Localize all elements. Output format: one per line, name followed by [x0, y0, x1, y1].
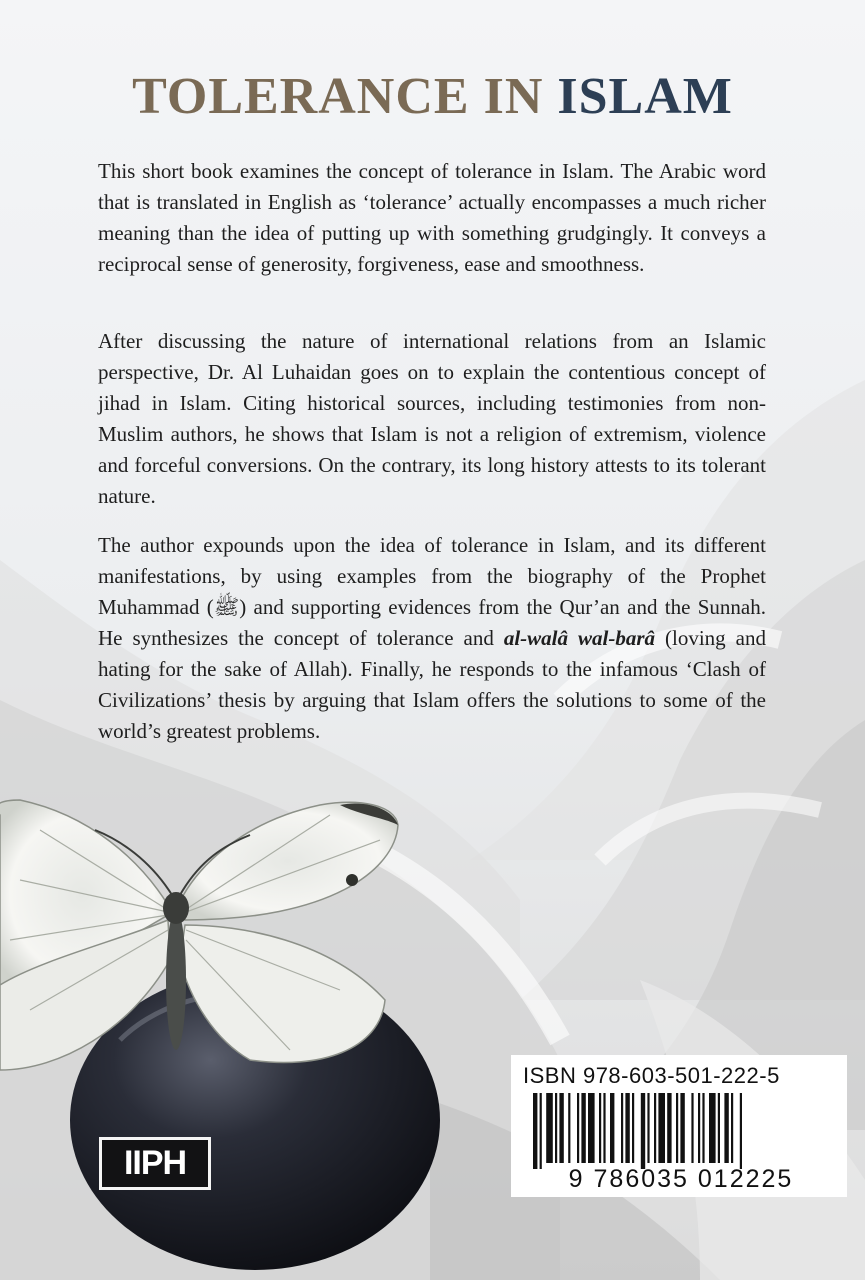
barcode-bar — [610, 1093, 614, 1163]
barcode-bar — [698, 1093, 700, 1163]
barcode-bar — [731, 1093, 733, 1163]
barcode-bar — [546, 1093, 553, 1163]
isbn-label: ISBN 978-603-501-222-5 — [523, 1063, 780, 1088]
blurb-paragraph-3 — [98, 530, 766, 747]
barcode-bar — [667, 1093, 671, 1163]
blurb-paragraph-2: After discussing the nature of international relations from an Islamic perspective, Dr. Al Luhaidan goes on to explain the contentious concept of jihad in Islam. Citing historical sources, including testimonies from non-Muslim authors, he shows that Islam is not a religion of extremism, violence and forceful conversions. On the contrary, its long history attests to its tolerant nature. — [98, 329, 766, 508]
barcode-icon — [531, 1093, 831, 1169]
barcode-bar — [647, 1093, 649, 1163]
barcode-bar — [718, 1093, 720, 1163]
book-title-part2: ISLAM — [557, 68, 733, 125]
book-title — [0, 62, 865, 132]
barcode-bar — [709, 1093, 716, 1163]
barcode-bar — [540, 1093, 542, 1169]
barcode-bar — [680, 1093, 684, 1163]
barcode-bar — [654, 1093, 656, 1163]
barcode-bar — [581, 1093, 585, 1163]
publisher-logo: IIPH — [99, 1137, 211, 1190]
barcode-bar — [641, 1093, 645, 1169]
blurb-paragraph-1: This short book examines the concept of tolerance in Islam. The Arabic word that is translated in English as ‘tolerance’ actually encompasses a much richer meaning than the idea of putting up with something grudgingly. It conveys a reciprocal sense of generosity, forgiveness, ease and smoothness. — [98, 159, 766, 276]
barcode-bar — [533, 1093, 537, 1169]
barcode-bar — [625, 1093, 629, 1163]
barcode-bar — [691, 1093, 693, 1163]
barcode-digits: 9 786035 012225 — [568, 1165, 794, 1193]
book-title-part1: TOLERANCE IN — [132, 68, 558, 125]
barcode-bar — [588, 1093, 595, 1163]
barcode-bar — [724, 1093, 728, 1163]
barcode-bar — [740, 1093, 742, 1169]
barcode-bar — [577, 1093, 579, 1163]
blurb-paragraph-3-end: (loving and hating for the sake of Allah). Finally, he responds to the infamous ‘Clash of Civilizations’ thesis by arguing that Islam offers the solutions to some of the world’s greatest problems. — [98, 626, 766, 743]
blurb-italic-term: al-walâ wal-barâ — [503, 626, 656, 650]
barcode-bar — [658, 1093, 665, 1163]
barcode-bar — [621, 1093, 623, 1163]
isbn-barcode-box — [511, 1055, 847, 1197]
barcode-bar — [555, 1093, 557, 1163]
barcode-bar — [603, 1093, 605, 1163]
barcode-bar — [599, 1093, 601, 1163]
barcode-bar — [676, 1093, 678, 1163]
blurb-paragraph-3-start: The author expounds upon the idea of tolerance in Islam, and its different manifestations, by using examples from the biography of the Prophet Muhammad (ﷺ) and supporting evidences from the Qur’an and the Sunnah. He synthesizes the concept of tolerance and — [98, 533, 766, 650]
barcode-bar — [702, 1093, 704, 1163]
barcode-bar — [568, 1093, 570, 1163]
barcode-bar — [559, 1093, 563, 1163]
barcode-bar — [632, 1093, 634, 1163]
